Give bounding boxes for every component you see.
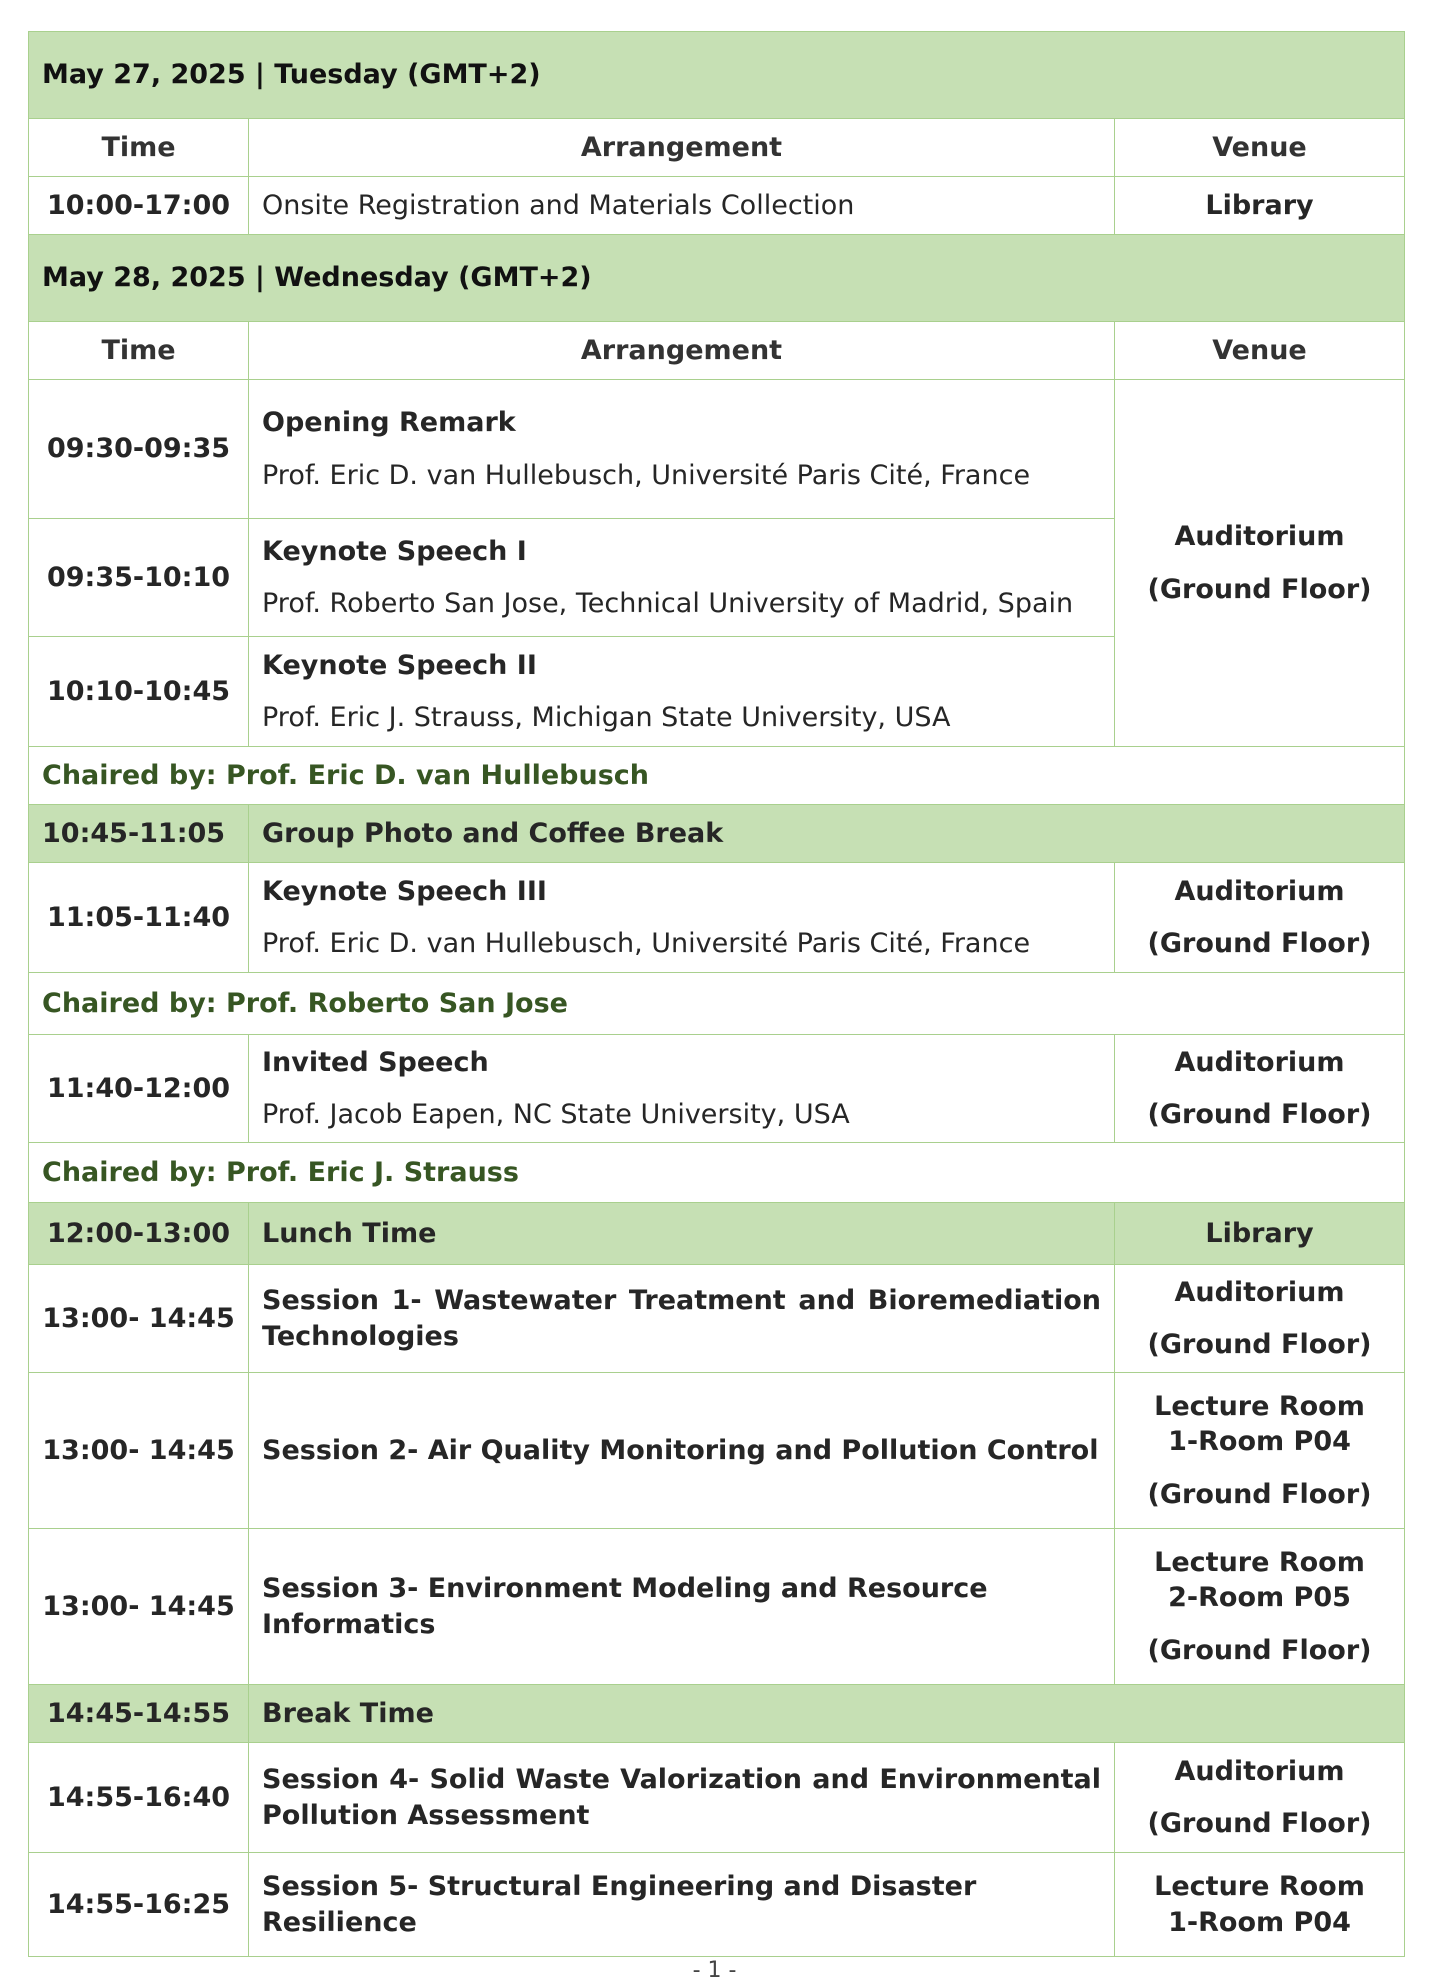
col-header-time: Time — [29, 322, 249, 380]
venue-cell — [1115, 380, 1405, 747]
chair-row — [29, 747, 1405, 805]
venue-line: (Ground Floor) — [1147, 573, 1372, 605]
venue-cell — [1115, 1373, 1405, 1529]
arrangement-cell: Lunch Time — [249, 1203, 1115, 1265]
venue-line: Auditorium — [1174, 1755, 1345, 1787]
table-row — [29, 1265, 1405, 1373]
col-header-venue: Venue — [1115, 322, 1405, 380]
arrangement-cell — [249, 380, 1115, 519]
session-title: Keynote Speech II — [262, 649, 537, 681]
venue-line: Lecture Room — [1154, 1871, 1365, 1903]
time-cell: 10:10-10:45 — [29, 637, 249, 747]
venue-line: (Ground Floor) — [1147, 1478, 1372, 1510]
day-heading-row — [29, 32, 1405, 119]
time-cell: 10:45-11:05 — [29, 805, 249, 863]
time-cell: 14:45-14:55 — [29, 1685, 249, 1743]
venue-cell — [1115, 1035, 1405, 1143]
table-row — [29, 863, 1405, 973]
arrangement-cell: Onsite Registration and Materials Collection — [249, 177, 1115, 235]
session-title: Keynote Speech I — [262, 535, 527, 567]
table-row — [29, 1035, 1405, 1143]
lunch-row — [29, 1203, 1405, 1265]
time-cell: 13:00- 14:45 — [29, 1373, 249, 1529]
venue-cell: Library — [1115, 1203, 1405, 1265]
session-title: Invited Speech — [262, 1046, 489, 1078]
table-row — [29, 1743, 1405, 1853]
time-cell: 13:00- 14:45 — [29, 1529, 249, 1685]
venue-line: (Ground Floor) — [1147, 1329, 1372, 1360]
day-heading: May 28, 2025 | Wednesday (GMT+2) — [29, 235, 1405, 322]
venue-line: 1-Room P04 — [1168, 1426, 1351, 1458]
session-title: Session 4- Solid Waste Valorization and Environmental Pollution Assessment — [249, 1743, 1115, 1853]
time-cell: 14:55-16:40 — [29, 1743, 249, 1853]
chair-row — [29, 973, 1405, 1035]
time-cell: 09:30-09:35 — [29, 380, 249, 519]
venue-line: Auditorium — [1174, 875, 1345, 907]
speaker-text: Prof. Eric D. van Hullebusch, Université Paris Cité, France — [262, 928, 1031, 959]
arrangement-cell: Break Time — [249, 1685, 1405, 1743]
arrangement-cell — [249, 519, 1115, 637]
session-title: Keynote Speech III — [262, 875, 547, 907]
col-header-venue: Venue — [1115, 119, 1405, 177]
table-row — [29, 380, 1405, 519]
break-row — [29, 805, 1405, 863]
speaker-text: Prof. Jacob Eapen, NC State University, USA — [262, 1099, 850, 1130]
venue-line: Lecture Room — [1154, 1547, 1365, 1579]
col-header-arrangement: Arrangement — [249, 119, 1115, 177]
session-title: Session 2- Air Quality Monitoring and Pollution Control — [249, 1373, 1115, 1529]
venue-line: 2-Room P05 — [1168, 1582, 1351, 1614]
chair-text: Chaired by: Prof. Eric J. Strauss — [29, 1143, 1405, 1203]
column-header-row — [29, 322, 1405, 380]
speaker-text: Prof. Eric D. van Hullebusch, Université Paris Cité, France — [262, 459, 1031, 491]
column-header-row — [29, 119, 1405, 177]
time-cell: 14:55-16:25 — [29, 1853, 249, 1957]
venue-line: (Ground Floor) — [1147, 1099, 1372, 1130]
time-cell: 11:05-11:40 — [29, 863, 249, 973]
venue-line: (Ground Floor) — [1147, 1634, 1372, 1666]
arrangement-cell — [249, 863, 1115, 973]
table-row — [29, 177, 1405, 235]
venue-cell — [1115, 863, 1405, 973]
venue-cell: Library — [1115, 177, 1405, 235]
time-cell: 13:00- 14:45 — [29, 1265, 249, 1373]
time-cell: 10:00-17:00 — [29, 177, 249, 235]
venue-line: Auditorium — [1174, 521, 1345, 553]
session-title: Session 5- Structural Engineering and Disaster Resilience — [249, 1853, 1115, 1957]
day-heading-row — [29, 235, 1405, 322]
table-row — [29, 1373, 1405, 1529]
break-row — [29, 1685, 1405, 1743]
col-header-arrangement: Arrangement — [249, 322, 1115, 380]
arrangement-cell: Group Photo and Coffee Break — [249, 805, 1405, 863]
schedule-table — [28, 31, 1405, 1957]
venue-line: Auditorium — [1174, 1046, 1345, 1078]
venue-line: Auditorium — [1174, 1276, 1345, 1308]
table-row — [29, 1529, 1405, 1685]
time-cell: 09:35-10:10 — [29, 519, 249, 637]
venue-cell — [1115, 1853, 1405, 1957]
page-number: - 1 - — [692, 1958, 737, 1983]
chair-row — [29, 1143, 1405, 1203]
arrangement-cell — [249, 637, 1115, 747]
venue-line: 1-Room P04 — [1168, 1906, 1351, 1938]
venue-cell — [1115, 1529, 1405, 1685]
venue-line: Lecture Room — [1154, 1391, 1365, 1423]
venue-cell — [1115, 1743, 1405, 1853]
session-title: Session 1- Wastewater Treatment and Bioremediation Technologies — [249, 1265, 1115, 1373]
venue-cell — [1115, 1265, 1405, 1373]
chair-text: Chaired by: Prof. Roberto San Jose — [29, 973, 1405, 1035]
session-title: Session 3- Environment Modeling and Resource Informatics — [249, 1529, 1115, 1685]
time-cell: 12:00-13:00 — [29, 1203, 249, 1265]
venue-line: (Ground Floor) — [1147, 928, 1372, 959]
venue-line: (Ground Floor) — [1147, 1808, 1372, 1839]
time-cell: 11:40-12:00 — [29, 1035, 249, 1143]
chair-text: Chaired by: Prof. Eric D. van Hullebusch — [29, 747, 1405, 805]
col-header-time: Time — [29, 119, 249, 177]
speaker-text: Prof. Eric J. Strauss, Michigan State University, USA — [262, 702, 951, 733]
arrangement-cell — [249, 1035, 1115, 1143]
table-row — [29, 1853, 1405, 1957]
speaker-text: Prof. Roberto San Jose, Technical University of Madrid, Spain — [262, 588, 1074, 619]
session-title: Opening Remark — [262, 407, 516, 439]
day-heading: May 27, 2025 | Tuesday (GMT+2) — [29, 32, 1405, 119]
